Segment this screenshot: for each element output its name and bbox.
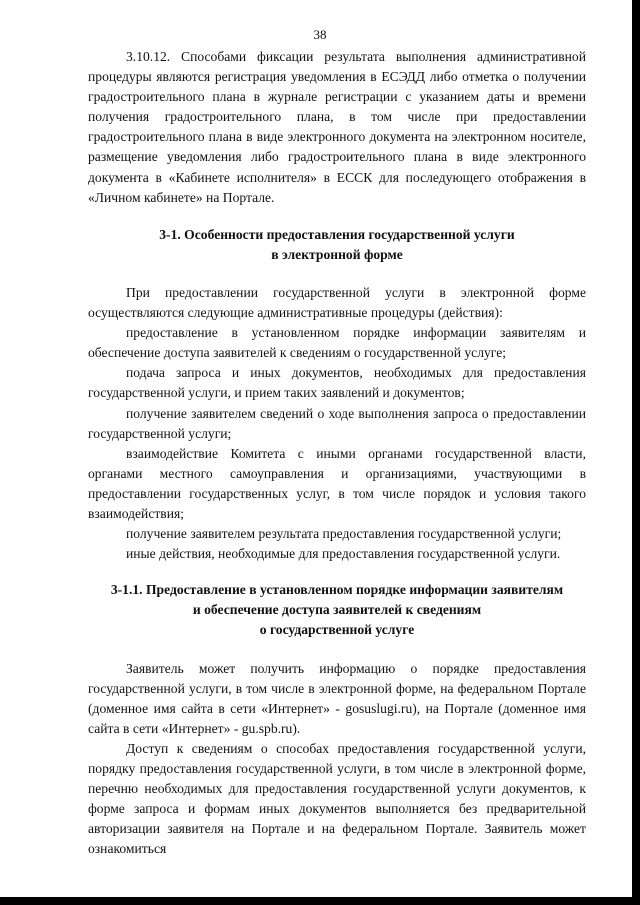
heading-3-1 xyxy=(88,225,586,265)
paragraph-intro: При предоставлении государственной услуги в электронной форме осуществляются следующие административные процедуры (действия): xyxy=(88,284,586,321)
scan-edge-right xyxy=(632,0,640,905)
list-item-proc2: подача запроса и иных документов, необходимых для предоставления государственной услуги, и прием таких заявлений и документов; xyxy=(88,365,586,401)
paragraph-3-10-12: 3.10.12. Способами фиксации результата выполнения административной процедуры являются регистрация уведомления в ЕСЭДД либо отметка о получении градостроительного плана в журнале регистрации с указанием даты и времени получения градостроительного плана, в том числе при предоставлении градостроительного плана в виде электронного документа на электронном носителе, размещение уведомления либо градостроительного плана в виде электронного документа в «Кабинете исполнителя» в ЕССК для последующего отображения в «Личном кабинете» на Портале. xyxy=(88,49,586,205)
heading-3-1-line2: в электронной форме xyxy=(271,246,403,262)
document-body xyxy=(88,47,586,859)
heading-3-1-1-line3: о государственной услуге xyxy=(259,622,415,638)
list-item-proc6: иные действия, необходимые для предоставления государственной услуги. xyxy=(126,546,561,562)
heading-3-1-1-line2: и обеспечение доступа заявителей к сведениям xyxy=(192,602,482,618)
paragraph-info2: Доступ к сведениям о способах предоставления государственной услуги, порядку предоставления государственной услуги, в том числе в электронной форме, перечню необходимых для предоставления государственной услуги документов, к форме запроса и формам иных документов выполняется без предварительной авторизации заявителя на Портале и на федеральном Портале. Заявитель может ознакомиться xyxy=(88,740,586,857)
scan-edge-bottom xyxy=(0,897,640,905)
list-item-proc4: взаимодействие Комитета с иными органами государственной власти, органами местного самоуправления и организациями, участвующими в предоставлении государственных услуг, в том числе порядок и условия такого взаимодействия; xyxy=(88,445,586,521)
paragraph-info1: Заявитель может получить информацию о порядке предоставления государственной услуги, в том числе в электронной форме, на федеральном Портале (доменное имя сайта в сети «Интернет» - gosuslugi.ru), на Портале (доменное имя сайта в сети «Интернет» - gu.spb.ru). xyxy=(88,660,586,736)
heading-3-1-line1: 3-1. Особенности предоставления государственной услуги xyxy=(159,226,515,242)
list-item-proc5: получение заявителем результата предоставления государственной услуги; xyxy=(126,526,562,542)
list-item-proc1: предоставление в установленном порядке информации заявителям и обеспечение доступа заявителей к сведениям о государственной услуге; xyxy=(88,325,586,361)
heading-3-1-1 xyxy=(88,580,586,640)
page-number: 38 xyxy=(313,27,327,42)
list-item-proc3: получение заявителем сведений о ходе выполнения запроса о предоставлении государственной услуги; xyxy=(88,405,586,441)
heading-3-1-1-line1: 3-1.1. Предоставление в установленном порядке информации заявителям xyxy=(110,582,564,598)
